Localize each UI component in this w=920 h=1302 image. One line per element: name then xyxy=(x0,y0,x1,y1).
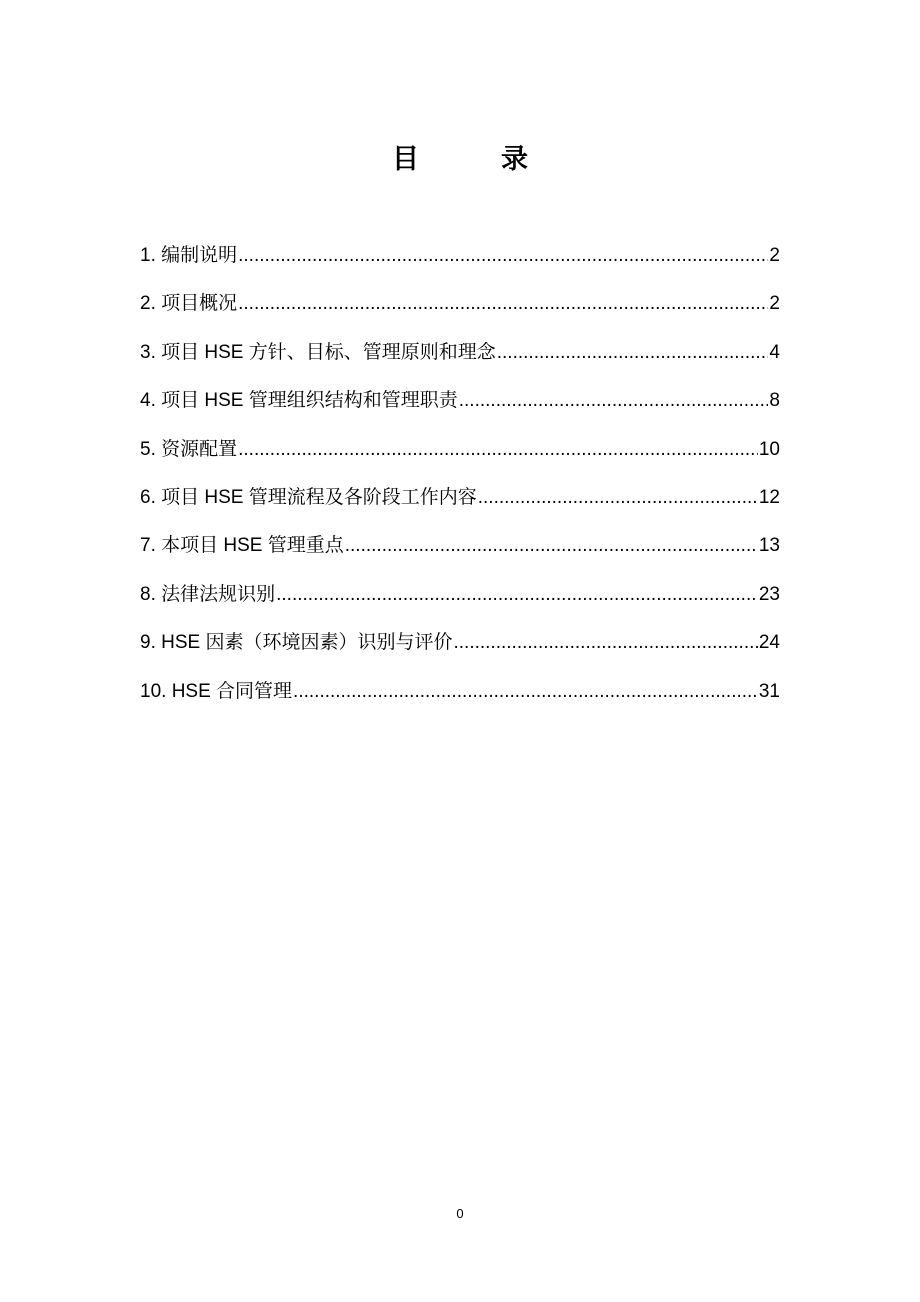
toc-entry-label: 2. 项目概况 xyxy=(140,293,238,315)
toc-entry[interactable] xyxy=(140,575,780,623)
toc-entry[interactable] xyxy=(140,430,780,478)
toc-entry-page: 31 xyxy=(758,680,780,702)
toc-entry-label: 3. 项目 HSE 方针、目标、管理原则和理念 xyxy=(140,341,496,363)
toc-entry-page: 24 xyxy=(758,632,780,654)
toc-entry-page: 2 xyxy=(769,293,780,315)
toc-entry[interactable] xyxy=(140,236,780,284)
toc-entry-label: 6. 项目 HSE 管理流程及各阶段工作内容 xyxy=(140,486,477,508)
toc-dot-leader xyxy=(453,623,757,663)
toc-title-char-2: 录 xyxy=(501,144,528,175)
toc-entry[interactable] xyxy=(140,526,780,574)
toc-title-char-1: 目 xyxy=(392,144,419,175)
toc-entry[interactable] xyxy=(140,478,780,526)
page-number: 0 xyxy=(456,1206,464,1221)
toc-entry-label: 4. 项目 HSE 管理组织结构和管理职责 xyxy=(140,390,458,412)
toc-dot-leader xyxy=(459,381,769,421)
toc-entry-page: 2 xyxy=(769,245,780,266)
toc-entry-page: 4 xyxy=(769,341,780,363)
toc-entry-page: 13 xyxy=(758,535,780,557)
toc-dot-leader xyxy=(497,333,769,373)
toc-entry-label: 8. 法律法规识别 xyxy=(140,583,276,605)
toc-entry[interactable] xyxy=(140,284,780,332)
toc-entry-label: 1. 编制说明 xyxy=(140,245,238,266)
toc-title xyxy=(0,142,920,178)
toc-dot-leader xyxy=(345,526,758,566)
toc-entry[interactable] xyxy=(140,333,780,381)
toc-entry-page: 23 xyxy=(758,583,780,605)
toc-entry-page: 8 xyxy=(769,390,780,412)
toc-dot-leader xyxy=(238,236,768,276)
toc-entry-label: 9. HSE 因素（环境因素）识别与评价 xyxy=(140,632,453,654)
toc-dot-leader xyxy=(238,284,768,324)
toc-entry[interactable] xyxy=(140,623,780,671)
toc-entry-label: 10. HSE 合同管理 xyxy=(140,680,293,702)
toc-dot-leader xyxy=(478,478,758,518)
toc-entry-page: 12 xyxy=(758,486,780,508)
toc-entry-label: 5. 资源配置 xyxy=(140,438,238,460)
table-of-contents xyxy=(140,236,780,720)
toc-entry-label: 7. 本项目 HSE 管理重点 xyxy=(140,535,344,557)
toc-entry-page: 10 xyxy=(758,438,780,460)
toc-dot-leader xyxy=(238,430,758,470)
toc-dot-leader xyxy=(276,575,758,615)
toc-entry[interactable] xyxy=(140,381,780,429)
toc-entry[interactable] xyxy=(140,672,780,720)
toc-dot-leader xyxy=(293,672,758,712)
